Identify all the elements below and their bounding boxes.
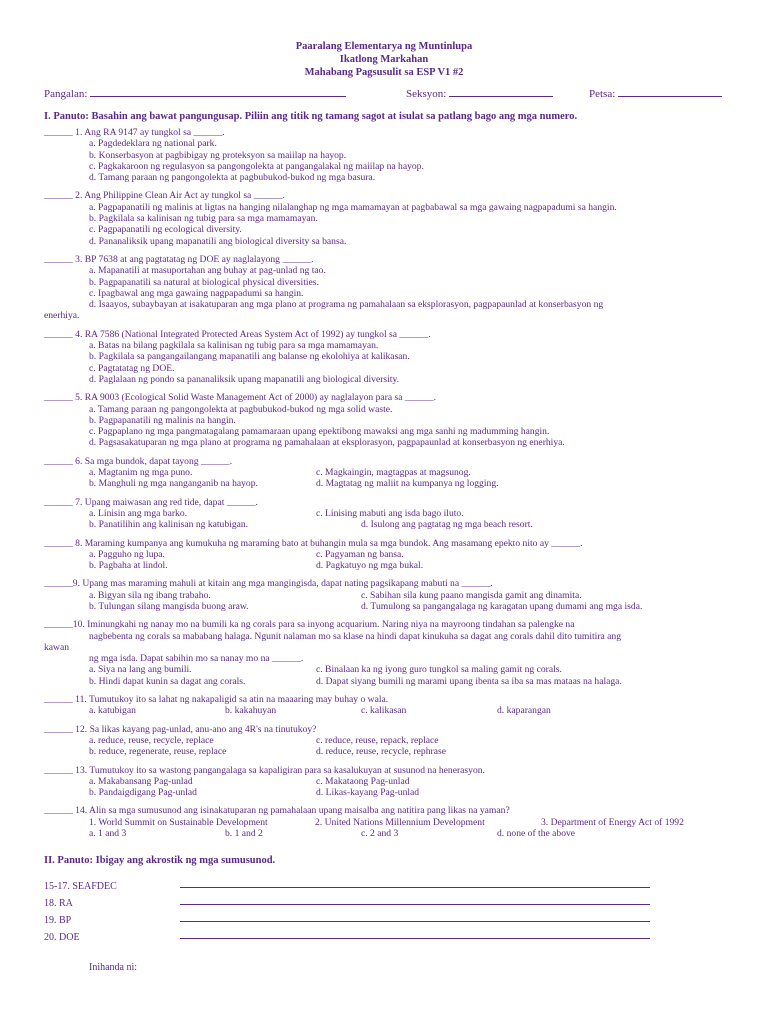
option-b: b. Manghuli ng mga nanganganib na hayop. (89, 478, 258, 490)
test-title: Mahabang Pagsusulit sa ESP V1 #2 (304, 67, 464, 78)
option-a: a. Bigyan sila ng ibang trabaho. (89, 589, 211, 601)
option-b: b. Hindi dapat kunin sa dagat ang corals. (89, 675, 246, 687)
option-row (89, 478, 734, 489)
option-c: c. Pagpaplano ng mga pangmatagalang pamamaraan upang epektibong mawaksi ang mga sanhi ng madumming hangin. (89, 426, 550, 438)
question-13 (44, 765, 734, 799)
option-row (89, 746, 734, 757)
name-line (90, 86, 346, 97)
option-row (89, 549, 734, 560)
option-c: c. Pagpapanatili ng ecological diversity. (89, 224, 242, 236)
question-stem[interactable]: ______10. Iminungkahi ng nanay mo na bumili ka ng corals para sa inyong acquarium. Naring niya na mayroong tindahan sa palengke na (44, 619, 575, 631)
option-c: c. reduce, reuse, repack, replace (316, 734, 439, 746)
option-d: d. Pananaliksik upang mapanatili ang biological diversity sa bansa. (89, 235, 347, 247)
acrostic-item-ra[interactable] (44, 898, 650, 909)
student-info-row (44, 86, 724, 102)
school-name: Paaralang Elementarya ng Muntinlupa (295, 41, 473, 52)
option-c: c. Makataong Pag-unlad (316, 775, 410, 787)
option-d: d. reduce, reuse, recycle, rephrase (316, 746, 446, 758)
name-label: Pangalan: (44, 88, 88, 100)
part2-instruction: II. Panuto: Ibigay ang akrostik ng mga sumusunod. (44, 855, 276, 866)
option-row (89, 590, 734, 601)
option-b: b. Panatilihin ang kalinisan ng katubigan. (89, 519, 249, 531)
option-d: d. Tumulong sa pangangalaga ng karagatan upang dumami ang mga isda. (361, 600, 643, 612)
option-c: c. Pagtatatag ng DOE. (89, 362, 175, 374)
question-stem-continued: ng mga isda. Dapat sabihin mo sa nanay mo na ______. (89, 653, 304, 665)
option-d: d. Tamang paraan ng pangongolekta at pagbubukod-bukod ng mga basura. (89, 172, 376, 184)
option-d: d. Paglalaan ng pondo sa pananaliksik upang mapanatili ang biological diversity. (89, 373, 400, 385)
option-a: a. Siya na lang ang bumili. (89, 664, 192, 676)
option-d: d. Dapat siyang bumili ng marami upang ibenta sa iba sa mas mataas na halaga. (316, 675, 622, 687)
option-row (89, 735, 734, 746)
option-c: c. Magkaingin, magtagpas at magsunog. (316, 467, 471, 479)
option-c: c. Pagyaman ng bansa. (316, 548, 404, 560)
option-row (89, 787, 734, 798)
answer-line (180, 920, 650, 922)
option-b: b. Pagkilala sa kalinisan ng tubig para sa mga mamamayan. (89, 213, 318, 225)
question-12 (44, 724, 734, 758)
option-row (89, 828, 734, 839)
option-b: b. reduce, regenerate, reuse, replace (89, 746, 227, 758)
option-c: c. Linising mabuti ang isda bago iluto. (316, 507, 464, 519)
option-row (89, 508, 734, 519)
question-stem[interactable]: ______9. Upang mas maraming mahuli at kitain ang mga mangingisda, dapat nating pagsikapang mabuti na ______. (44, 578, 493, 590)
option-row (89, 776, 734, 787)
question-stem[interactable]: ______ 14. Alin sa mga sumusunod ang isinakatuparan ng pamahalaan upang maisalba ang natitira pang likas na yaman? (44, 805, 510, 817)
option-b: b. kakahuyan (225, 705, 277, 717)
prepared-by: Inihanda ni: (89, 962, 138, 973)
option-a: a. Batas na bilang pagkilala sa kalinisan ng tubig para sa mga mamamayan. (89, 340, 379, 352)
acrostic-label: 18. RA (44, 898, 73, 909)
option-b: b. Tulungan silang mangisda buong araw. (89, 600, 249, 612)
option-a: a. katubigan (89, 705, 136, 717)
option-d-wrap: enerhiya. (44, 310, 80, 322)
item-row (89, 817, 734, 828)
answer-line (180, 937, 650, 939)
name-field[interactable] (44, 86, 346, 100)
option-b: b. Pagbaha at lindol. (89, 560, 168, 572)
option-d: d. Pagsasakatuparan ng mga plano at programa ng pamahalaan at eksplorasyon, pagpapaunlad at konserbasyon ng enerhiya. (89, 437, 565, 449)
item-1: 1. World Summit on Sustainable Development (89, 816, 268, 828)
question-8 (44, 538, 734, 572)
section-field[interactable] (406, 86, 553, 100)
question-stem[interactable]: ______ 6. Sa mga bundok, dapat tayong ______. (44, 455, 233, 467)
option-d: d. none of the above (497, 828, 576, 840)
option-b: b. Pagkilala sa pangangailangang mapanatili ang balanse ng ekolohiya at kalikasan. (89, 351, 410, 363)
acrostic-label: 15-17. SEAFDEC (44, 881, 117, 892)
option-c: c. Sabihan sila kung paano mangisda gamit ang dinamita. (361, 589, 582, 601)
option-d: d. kaparangan (497, 705, 551, 717)
question-stem[interactable]: ______ 5. RA 9003 (Ecological Solid Waste Management Act of 2000) ay naglalayon para sa ______. (44, 392, 437, 404)
question-stem-continued: nagbebenta ng corals sa mababang halaga. Ngunit nalaman mo sa klase na hindi dapat kinukuha sa dagat ang corals dahil dito tumitira ang (89, 630, 622, 642)
option-d: d. Likas-kayang Pag-unlad (316, 787, 420, 799)
option-row (89, 705, 734, 716)
option-a: a. Pagdedeklara ng national park. (89, 138, 217, 150)
question-5 (44, 392, 734, 448)
question-11 (44, 694, 734, 717)
option-c: c. Binalaan ka ng iyong guro tungkol sa maling gamit ng corals. (316, 664, 562, 676)
document-header (0, 40, 768, 79)
question-stem-continued: kawan (44, 641, 70, 653)
question-7 (44, 497, 734, 531)
question-10 (44, 619, 734, 687)
option-row (89, 519, 734, 530)
answer-line (180, 886, 650, 888)
option-c: c. kalikasan (361, 705, 407, 717)
option-b: b. Pagpapanatili sa natural at biological physical diversities. (89, 276, 319, 288)
date-field[interactable] (589, 86, 722, 100)
question-4 (44, 329, 734, 385)
question-stem[interactable]: ______ 11. Tumutukoy ito sa lahat ng nakapaligid sa atin na maaaring may buhay o wala. (44, 694, 389, 706)
question-stem[interactable]: ______ 7. Upang maiwasan ang red tide, dapat ______. (44, 496, 258, 508)
section-label: Seksyon: (406, 88, 447, 100)
option-row (89, 467, 734, 478)
item-3: 3. Department of Energy Act of 1992 (541, 816, 684, 828)
question-stem[interactable]: ______ 4. RA 7586 (National Integrated Protected Areas System Act of 1992) ay tungkol sa ______. (44, 328, 431, 340)
option-b: b. 1 and 2 (225, 828, 263, 840)
option-row (89, 601, 734, 612)
option-c: c. Ipagbawal ang mga gawaing nagpapadumi sa hangin. (89, 287, 304, 299)
question-list (44, 127, 734, 839)
option-d: d. Pagkatuyo ng mga bukal. (316, 560, 424, 572)
option-b: b. Pagpapanatili ng malinis na hangin. (89, 414, 236, 426)
question-stem[interactable]: ______ 8. Maraming kumpanya ang kumukuha ng maraming bato at buhangin mula sa mga bundok. Ang masamang epekto nito ay ______. (44, 537, 583, 549)
question-stem[interactable]: ______ 1. Ang RA 9147 ay tungkol sa ______. (44, 127, 225, 138)
option-d: d. Isulong ang pagtatag ng mga beach resort. (361, 519, 533, 531)
option-b: b. Konserbasyon at pagbibigay ng proteksyon sa maiilap na hayop. (89, 149, 347, 161)
option-c: c. 2 and 3 (361, 828, 399, 840)
answer-line (180, 903, 650, 905)
option-a: a. Tamang paraan ng pangongolekta at pagbubukod-bukod ng mga solid waste. (89, 403, 393, 415)
option-a: a. Mapanatili at masuportahan ang buhay at pag-unlad ng tao. (89, 265, 326, 277)
question-14 (44, 805, 734, 839)
quarter-label: Ikatlong Markahan (339, 54, 429, 65)
question-2 (44, 190, 734, 246)
option-c: c. Pagkakaroon ng regulasyon sa pangongolekta at pangangalakal ng maiilap na hayop. (89, 160, 424, 172)
acrostic-label: 19. BP (44, 915, 72, 926)
option-row (89, 676, 734, 687)
option-a: a. Linisin ang mga barko. (89, 507, 188, 519)
date-line (618, 86, 722, 97)
option-d: d. Isaayos, subaybayan at isakatuparan ang mga plano at programa ng pamahalaan sa eksplorasyon, pagpapaunlad at konserbasyon ng (89, 299, 604, 311)
acrostic-item-bp[interactable] (44, 915, 650, 926)
question-6 (44, 456, 734, 490)
option-a: a. 1 and 3 (89, 828, 127, 840)
option-b: b. Pandaigdigang Pag-unlad (89, 787, 197, 799)
date-label: Petsa: (589, 88, 616, 100)
question-3 (44, 254, 734, 322)
acrostic-item-seafdec[interactable] (44, 881, 650, 892)
option-a: a. Pagpapanatili ng malinis at ligtas na hanging nilalanghap ng mga mamamayan at pagbabawal sa mga gawaing nagpapadumi sa hangin. (89, 201, 617, 213)
option-row (89, 560, 734, 571)
question-stem[interactable]: ______ 2. Ang Philippine Clean Air Act ay tungkol sa ______. (44, 190, 285, 202)
question-stem[interactable]: ______ 13. Tumutukoy ito sa wastong pangangalaga sa kapaligiran para sa kasalukuyan at susunod na henerasyon. (44, 764, 485, 776)
option-a: a. Makabansang Pag-unlad (89, 775, 193, 787)
option-a: a. reduce, reuse, recycle, replace (89, 734, 214, 746)
option-row (89, 664, 734, 675)
section-line (449, 86, 553, 97)
part1-instruction: I. Panuto: Basahin ang bawat pangungusap. Piliin ang titik ng tamang sagot at isulat sa patlang bago ang mga numero. (44, 111, 578, 122)
question-1 (44, 127, 734, 183)
question-stem[interactable]: ______ 3. BP 7638 at ang pagtatatag ng DOE ay naglalayong ______. (44, 253, 314, 265)
acrostic-item-doe[interactable] (44, 932, 650, 943)
option-a: a. Pagguho ng lupa. (89, 548, 165, 560)
acrostic-label: 20. DOE (44, 932, 80, 943)
option-a: a. Magtanim ng mga puno. (89, 467, 193, 479)
question-9 (44, 578, 734, 612)
item-2: 2. United Nations Millennium Development (315, 816, 485, 828)
question-stem[interactable]: ______ 12. Sa likas kayang pag-unlad, anu-ano ang 4R's na tinutukoy? (44, 723, 317, 735)
option-d: d. Magtatag ng maliit na kumpanya ng logging. (316, 478, 499, 490)
